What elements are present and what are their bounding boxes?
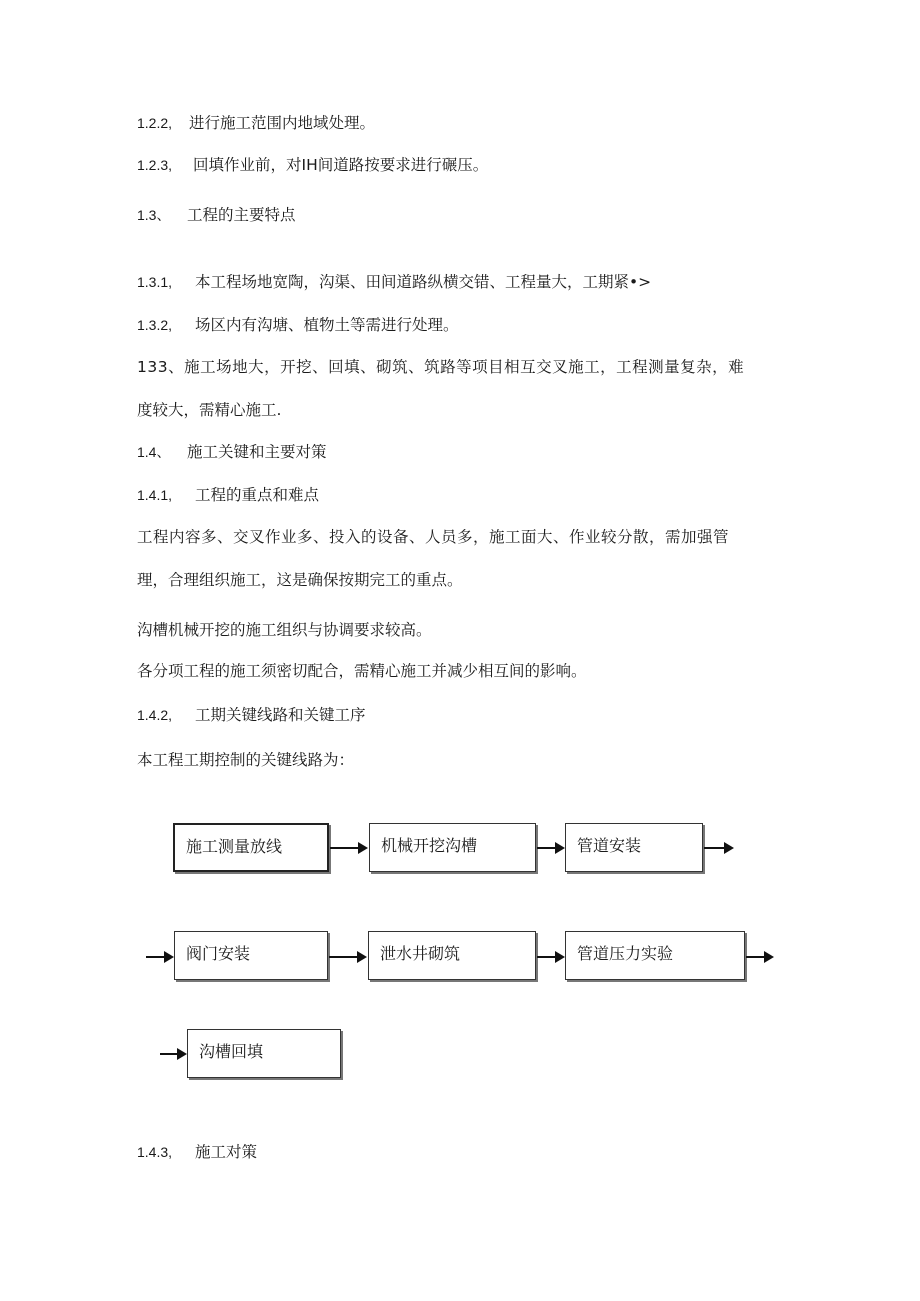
heading-1-4-3 (137, 1142, 257, 1162)
paragraph-1-3-3-line2: 度较大，需精心施工. (137, 401, 282, 419)
body-paragraph-1-line1: 工程内容多、交叉作业多、投入的设备、人员多，施工面大、作业较分散，需加强管 (137, 528, 730, 546)
section-number: 1.4.2, (137, 707, 173, 723)
section-text: 施工关键和主要对策 (187, 443, 327, 461)
arrow-icon (146, 951, 174, 963)
heading-1-4-1 (137, 485, 319, 505)
section-text: 工程的主要特点 (187, 206, 296, 224)
flow-step-pipe-install: 管道安装 (565, 823, 703, 872)
section-number: 1.3、 (137, 207, 171, 223)
arrow-icon (704, 842, 734, 854)
arrow-icon (330, 842, 368, 854)
flow-step-backfill: 沟槽回填 (187, 1029, 341, 1078)
body-paragraph-1-line2: 理，合理组织施工，这是确保按期完工的重点。 (137, 571, 463, 589)
arrow-icon (329, 951, 367, 963)
section-number: 1.2.2, (137, 115, 173, 131)
heading-1-3-1 (137, 272, 651, 292)
section-text: 进行施工范围内地域处理。 (189, 114, 376, 132)
section-number: 1.3.2, (137, 317, 173, 333)
section-text: 回填作业前，对IH间道路按要求进行碾压。 (193, 156, 489, 174)
section-number: 1.4.3, (137, 1144, 173, 1160)
flow-step-survey: 施工测量放线 (173, 823, 329, 872)
arrow-icon (537, 951, 565, 963)
body-paragraph-3: 各分项工程的施工须密切配合，需精心施工并减少相互间的影响。 (137, 662, 587, 680)
arrow-icon (537, 842, 565, 854)
heading-1-3 (137, 205, 296, 225)
heading-1-2-2 (137, 113, 375, 133)
heading-1-4 (137, 442, 327, 462)
flow-step-pressure-test: 管道压力实验 (565, 931, 745, 980)
section-number: 1.4、 (137, 444, 171, 460)
flow-step-drain-well: 泄水井砌筑 (368, 931, 536, 980)
section-text: 工程的重点和难点 (195, 486, 320, 504)
heading-1-3-2 (137, 315, 459, 335)
body-paragraph-4: 本工程工期控制的关键线路为： (137, 751, 355, 769)
section-text: 施工对策 (195, 1143, 258, 1161)
section-text: 本工程场地宽陶，沟渠、田间道路纵横交错、工程量大，工期紧•> (195, 273, 652, 291)
section-number: 1.2.3, (137, 157, 173, 173)
paragraph-1-3-3-line1: 133、施工场地大，开挖、回填、砌筑、筑路等项目相互交叉施工，工程测量复杂，难 (137, 358, 745, 376)
flow-step-excavation: 机械开挖沟槽 (369, 823, 536, 872)
section-text: 场区内有沟塘、植物土等需进行处理。 (195, 316, 459, 334)
flow-step-valve-install: 阀门安装 (174, 931, 328, 980)
heading-1-2-3 (137, 155, 488, 175)
section-text: 工期关键线路和关键工序 (195, 706, 366, 724)
body-paragraph-2: 沟槽机械开挖的施工组织与协调要求较高。 (137, 621, 432, 639)
arrow-icon (160, 1048, 187, 1060)
section-number: 1.4.1, (137, 487, 173, 503)
arrow-icon (746, 951, 774, 963)
section-number: 1.3.1, (137, 274, 173, 290)
heading-1-4-2 (137, 705, 366, 725)
